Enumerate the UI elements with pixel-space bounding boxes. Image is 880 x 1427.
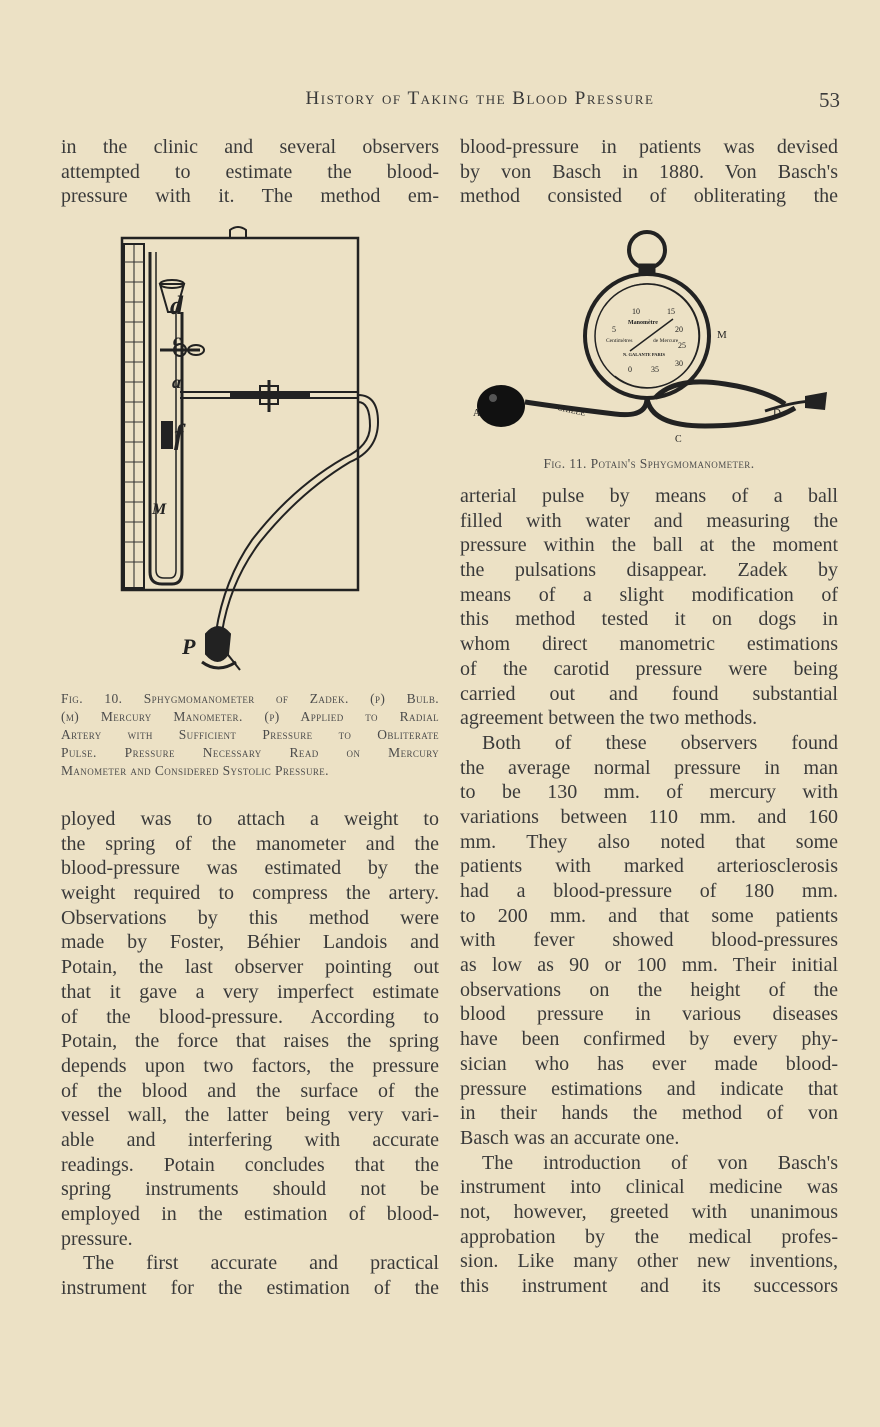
- text-line: not, however, greeted with unanimous: [460, 1200, 838, 1223]
- caption-line: Pulse. Pressure Necessary Read on Mercury: [61, 745, 439, 760]
- text-line: Basch was an accurate one.: [460, 1126, 680, 1149]
- dial-15: 15: [667, 307, 675, 316]
- label-d: D: [773, 407, 781, 419]
- text-line: ployed was to attach a weight to: [61, 808, 439, 830]
- label-c: C: [675, 434, 682, 445]
- running-head: [60, 88, 840, 116]
- text-line: variations between 110 mm. and 160: [460, 805, 838, 828]
- text-line: depends upon two factors, the pressure: [61, 1054, 439, 1077]
- text-line: of the blood and the surface of the: [61, 1079, 439, 1102]
- text-line: as low as 90 or 100 mm. Their initial: [460, 954, 838, 977]
- text-line: method consisted of obliterating the: [460, 185, 838, 208]
- text-line: sion. Like many other new inventions,: [460, 1250, 838, 1273]
- dial-20: 20: [675, 325, 683, 334]
- text-line: in their hands the method of von: [460, 1102, 838, 1125]
- label-a: A: [473, 408, 481, 419]
- running-title: History of Taking the Blood Pressure: [305, 88, 655, 109]
- dial-centimetres: Centimètres: [606, 338, 633, 344]
- text-line: observations on the height of the: [460, 978, 838, 1001]
- text-line: whom direct manometric estimations: [460, 633, 838, 656]
- text-line: of the blood-pressure. According to: [61, 1005, 439, 1028]
- text-line: pressure within the ball at the moment: [460, 534, 838, 557]
- text-line: instrument for the estimation of the: [61, 1277, 439, 1300]
- text-line: employed in the estimation of blood-: [61, 1203, 439, 1225]
- text-line: Observations by this method were: [61, 906, 439, 929]
- text-line: The introduction of von Basch's: [482, 1151, 838, 1174]
- text-line: to 200 mm. and that some patients: [460, 904, 838, 927]
- label-d: d: [170, 291, 183, 320]
- text-line: this method tested it on dogs in: [460, 608, 838, 631]
- text-line: mm. They also noted that some: [460, 830, 838, 853]
- label-p: P: [182, 634, 196, 659]
- figure-11-drawing: [465, 226, 840, 446]
- caption-line: (m) Mercury Manometer. (p) Applied to Radial: [61, 709, 439, 724]
- left-column-bottom-text: [61, 807, 439, 1301]
- text-line: spring instruments should not be: [61, 1178, 439, 1201]
- caption-line: Fig. 11. Potain's Sphygmomanometer.: [543, 456, 755, 471]
- text-line: vessel wall, the latter being very vari-: [61, 1104, 439, 1127]
- text-line: weight required to compress the artery.: [61, 882, 439, 905]
- text-line: this instrument and its successors: [460, 1275, 838, 1297]
- figure-10-drawing: [110, 222, 400, 684]
- text-line: in the clinic and several observers: [61, 136, 439, 158]
- caption-line: Fig. 10. Sphygmomanometer of Zadek. (p) Bulb.: [61, 691, 439, 706]
- text-line: arterial pulse by means of a ball: [460, 485, 838, 507]
- text-line: able and interfering with accurate: [61, 1128, 439, 1151]
- dial-30: 30: [675, 359, 683, 368]
- dial-10: 10: [632, 307, 640, 316]
- text-line: agreement between the two methods.: [460, 707, 758, 730]
- caption-line: Artery with Sufficient Pressure to Obliterate: [61, 727, 439, 742]
- label-m: M: [717, 329, 727, 341]
- text-line: means of a slight modification of: [460, 583, 838, 606]
- text-line: to be 130 mm. of mercury with: [460, 781, 838, 804]
- text-line: that it gave a very imperfect estimate: [61, 980, 439, 1003]
- dial-manometre: Manomètre: [628, 320, 658, 326]
- text-line: attempted to estimate the blood-: [61, 160, 439, 183]
- text-line: had a blood-pressure of 180 mm.: [460, 880, 838, 902]
- text-line: instrument into clinical medicine was: [460, 1176, 838, 1199]
- page-number: 53: [819, 88, 840, 112]
- text-line: blood-pressure in patients was devised: [460, 136, 838, 158]
- text-line: blood-pressure was estimated by the: [61, 857, 439, 880]
- text-line: Potain, the force that raises the spring: [61, 1030, 439, 1053]
- label-c: c: [173, 330, 181, 350]
- text-line: of the carotid pressure were being: [460, 657, 838, 680]
- dial-35: 35: [651, 365, 659, 374]
- dial-de-mercure: de Mercure: [653, 338, 679, 344]
- text-line: sician who has ever made blood-: [460, 1052, 838, 1075]
- text-line: approbation by the medical profes-: [460, 1225, 838, 1248]
- text-line: the average normal pressure in man: [460, 756, 838, 779]
- text-line: patients with marked arteriosclerosis: [460, 855, 838, 878]
- figure-11-caption: [460, 455, 838, 473]
- dial-5: 5: [612, 325, 616, 334]
- dial-0: 0: [628, 365, 632, 374]
- dial-maker: N. GALANTE PARIS: [623, 352, 666, 357]
- text-line: have been confirmed by every phy-: [460, 1028, 838, 1051]
- text-line: the pulsations disappear. Zadek by: [460, 559, 838, 582]
- figure-10-zadek-sphygmomanometer: [110, 222, 400, 684]
- text-line: carried out and found substantial: [460, 682, 838, 705]
- text-line: readings. Potain concludes that the: [61, 1153, 439, 1176]
- caption-line: Manometer and Considered Systolic Pressure.: [61, 763, 329, 778]
- text-line: pressure with it. The method em-: [61, 185, 439, 208]
- text-line: by von Basch in 1880. Von Basch's: [460, 160, 838, 183]
- text-line: the spring of the manometer and the: [61, 832, 439, 855]
- text-line: Both of these observers found: [482, 731, 838, 754]
- label-m: M: [152, 501, 167, 518]
- dial-25: 25: [678, 341, 686, 350]
- label-f: f: [174, 420, 184, 451]
- left-column-top-text: [61, 135, 439, 209]
- text-line: pressure estimations and indicate that: [460, 1077, 838, 1100]
- text-line: Potain, the last observer pointing out: [61, 956, 439, 979]
- text-line: The first accurate and practical: [83, 1252, 439, 1275]
- figure-10-caption: [61, 690, 439, 780]
- text-line: blood pressure in various diseases: [460, 1003, 838, 1026]
- tube-inscription: CHILLE: [556, 403, 587, 418]
- text-line: pressure.: [61, 1227, 133, 1250]
- right-column-top-text: [460, 135, 838, 209]
- text-line: made by Foster, Béhier Landois and: [61, 931, 439, 954]
- text-line: filled with water and measuring the: [460, 509, 838, 532]
- right-column-bottom-text: [460, 484, 838, 1299]
- label-a: a: [172, 372, 181, 392]
- figure-11-potain-sphygmomanometer: [465, 226, 840, 446]
- text-line: with fever showed blood-pressures: [460, 929, 838, 952]
